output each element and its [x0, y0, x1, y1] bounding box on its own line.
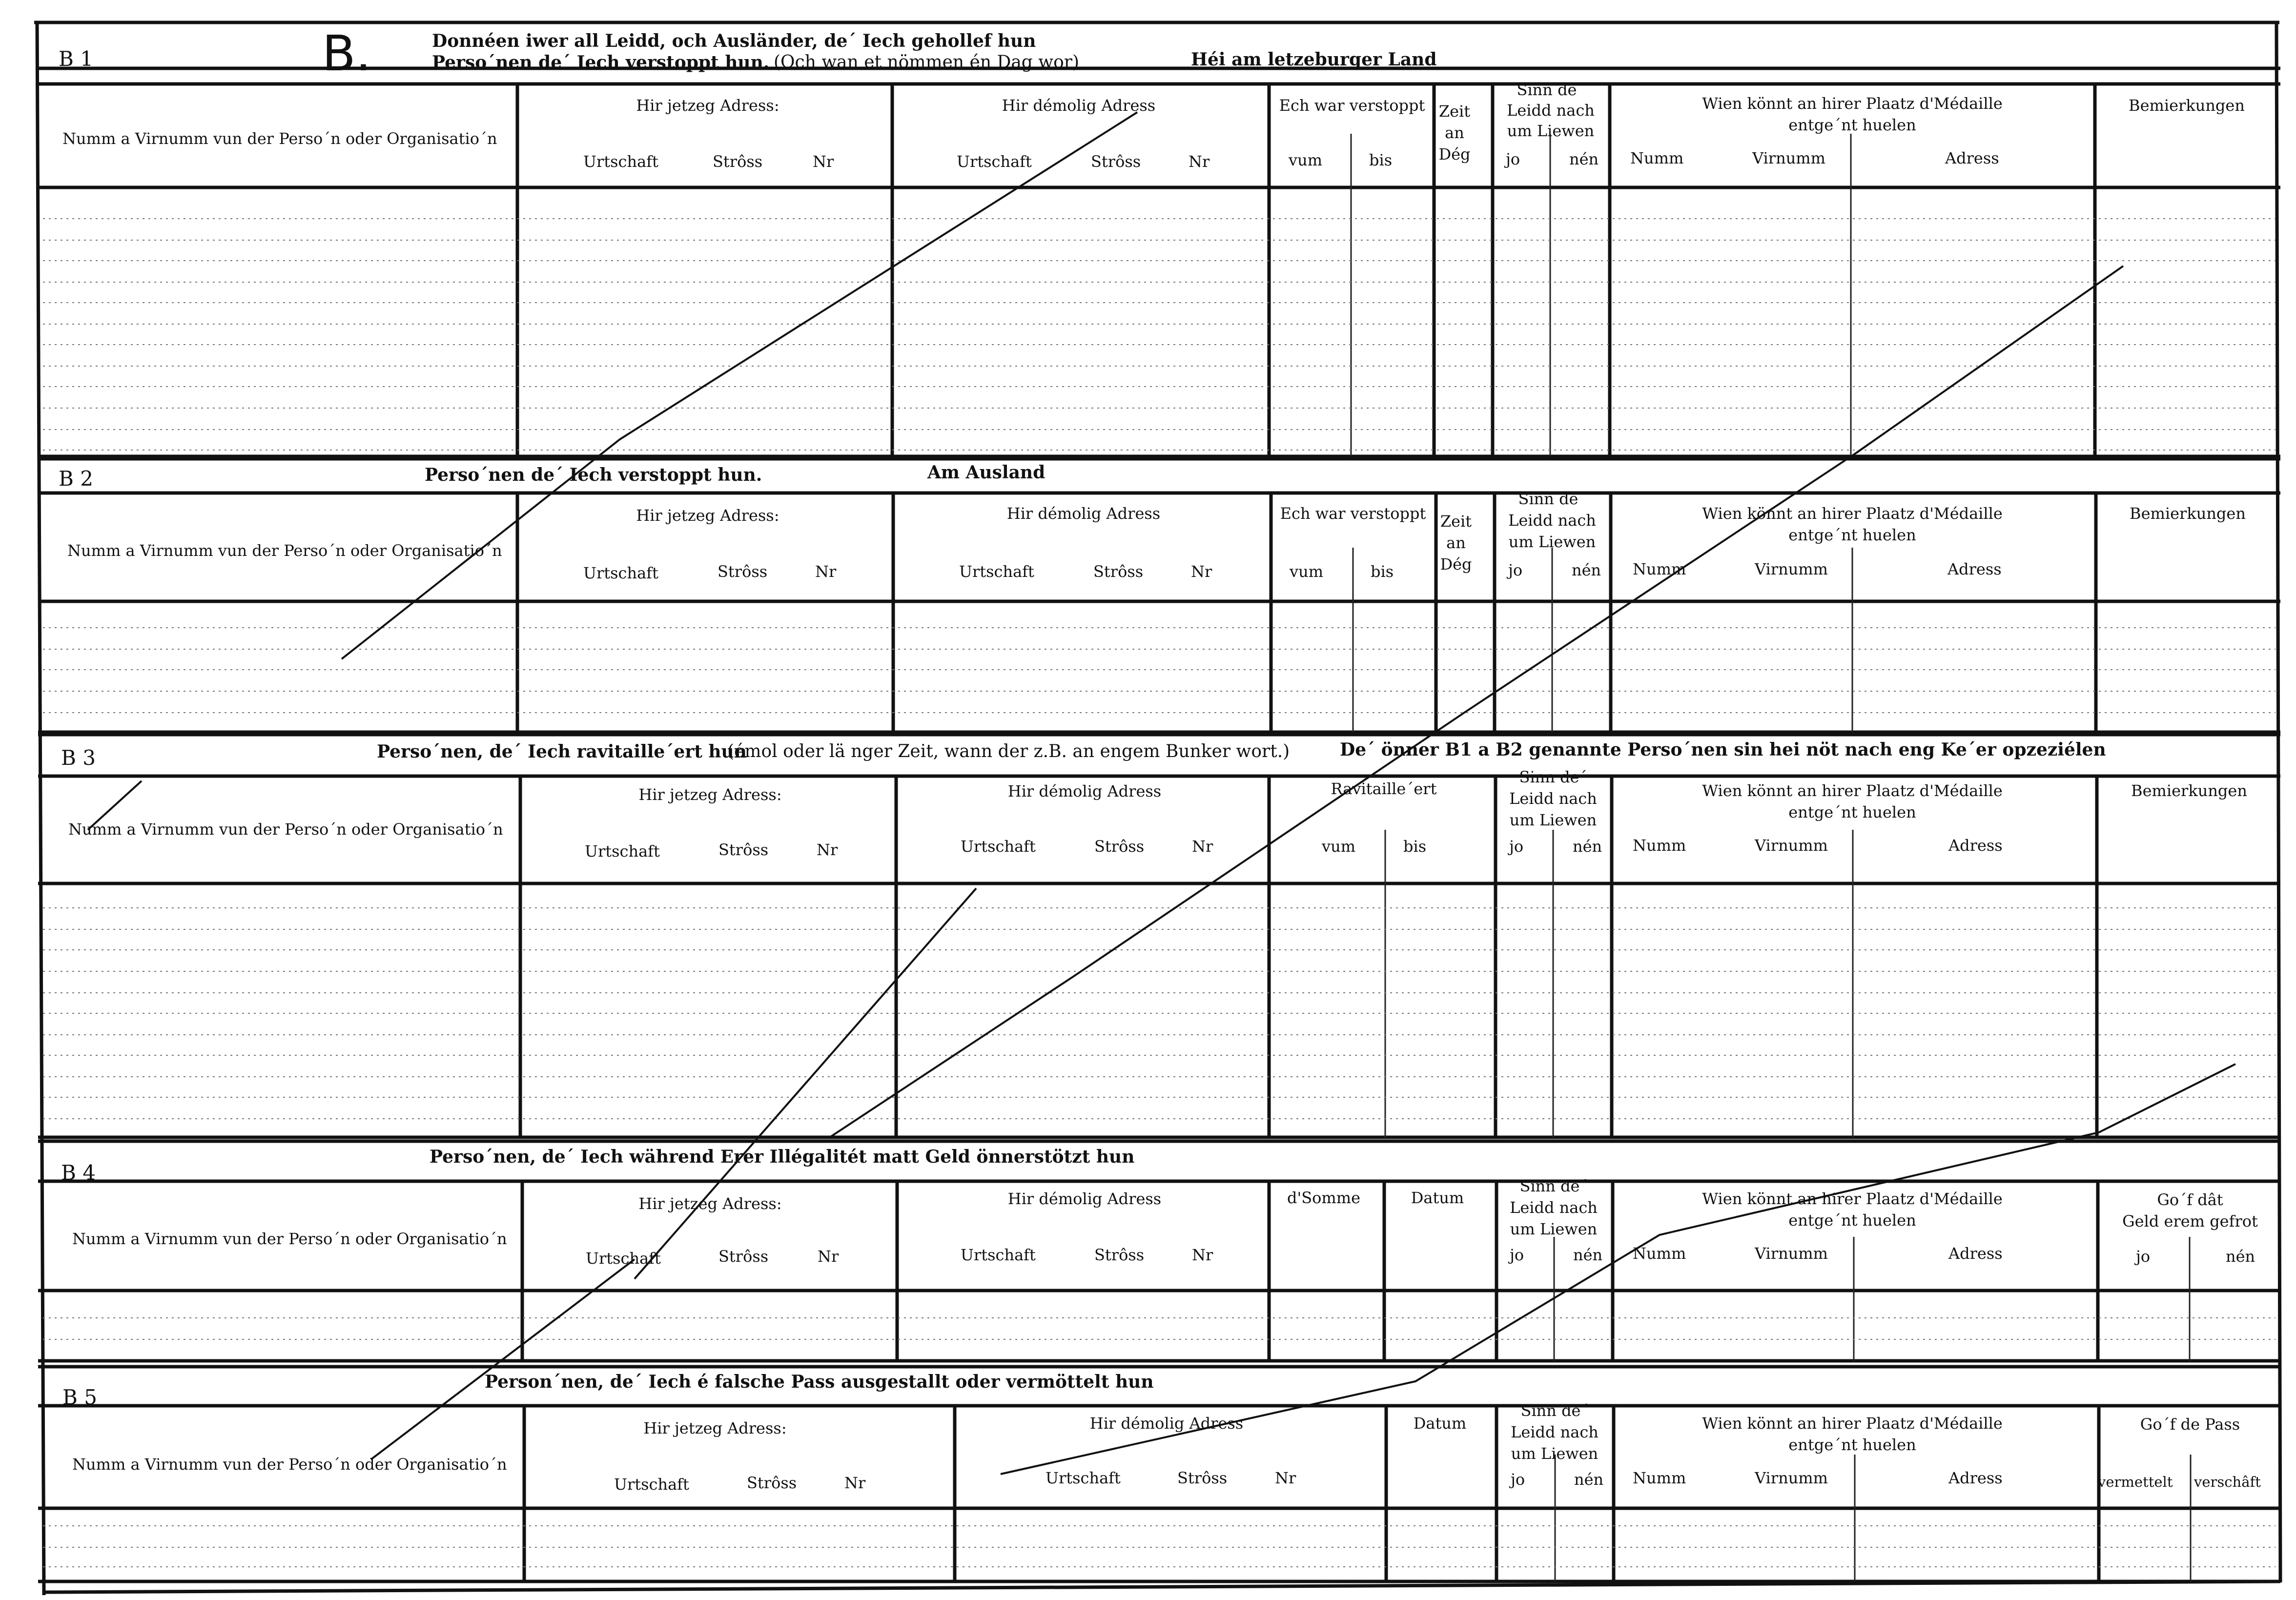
b4-jo: jo — [1510, 1246, 1524, 1264]
b1-title-line1: Donnéen iwer all Leidd, och Ausländer, de´ Iech gehollef hun — [432, 31, 1036, 51]
b3-former-address-header: Hir démolig Adress — [1007, 782, 1162, 800]
b3-name-header: Numm a Virnumm vun der Perso´n oder Organisatio´n — [68, 820, 503, 839]
b2-alive-3: um Liewen — [1508, 533, 1596, 551]
b4-adress: Adress — [1948, 1244, 2003, 1263]
b1-jo: jo — [1506, 150, 1520, 168]
b1-former-urtschaft: Urtschaft — [957, 152, 1032, 171]
b4-former-address-header: Hir démolig Adress — [1007, 1190, 1162, 1208]
b2-hidden-header: Ech war verstoppt — [1280, 504, 1426, 523]
b2-title-right: Am Ausland — [927, 462, 1046, 483]
b4-alive-2: Leidd nach — [1510, 1198, 1598, 1217]
b2-vum: vum — [1290, 562, 1324, 581]
b1-alive-3: um Liewen — [1507, 122, 1595, 140]
b1-title-line2: Perso´nen de´ Iech verstoppt hun. — [432, 52, 770, 73]
b2-alive-1: Sinn de´ — [1518, 490, 1586, 508]
b4-money-1: Go´f dât — [2157, 1190, 2223, 1209]
b1-alive-1: Sinn de´ — [1517, 81, 1585, 99]
b2-former-nr: Nr — [1191, 562, 1212, 581]
b1-remarks: Bemierkungen — [2129, 96, 2245, 115]
b4-alive-1: Sinn de´ — [1519, 1177, 1588, 1195]
b5-adress: Adress — [1948, 1469, 2003, 1487]
b1-nen: nén — [1569, 150, 1599, 168]
b3-bis: bis — [1403, 837, 1427, 856]
b4-name-header: Numm a Virnumm vun der Perso´n oder Organisatio´n — [72, 1230, 507, 1248]
b2-alive-2: Leidd nach — [1508, 511, 1596, 530]
b2-time-zeit: Zeit — [1440, 512, 1472, 531]
b4-nen: nén — [1573, 1246, 1603, 1264]
b3-title: Perso´nen, de´ Iech ravitaille´ert hun — [377, 741, 747, 762]
b3-alive-2: Leidd nach — [1509, 789, 1597, 808]
b3-adress: Adress — [1948, 836, 2003, 855]
b4-date-header: Datum — [1411, 1189, 1464, 1207]
b1-current-address-header: Hir jetzeg Adress: — [636, 96, 779, 115]
b5-name-header: Numm a Virnumm vun der Perso´n oder Organisatio´n — [72, 1455, 507, 1474]
b4-alive-3: um Liewen — [1510, 1220, 1598, 1238]
b5-jo: jo — [1511, 1470, 1525, 1489]
section-code-b5: B 5 — [62, 1385, 97, 1409]
b1-nr: Nr — [813, 152, 834, 171]
b2-former-address-header: Hir démolig Adress — [1006, 504, 1161, 523]
b5-nen: nén — [1574, 1470, 1604, 1489]
b4-current-address-header: Hir jetzeg Adress: — [638, 1194, 782, 1213]
b2-title: Perso´nen de´ Iech verstoppt hun. — [425, 465, 762, 485]
b1-hidden-header: Ech war verstoppt — [1279, 96, 1425, 115]
b1-time-deg: Dég — [1438, 145, 1471, 164]
b1-numm: Numm — [1630, 149, 1684, 167]
b3-former-urtschaft: Urtschaft — [961, 837, 1036, 856]
b1-bis: bis — [1369, 151, 1393, 169]
b1-former-address-header: Hir démolig Adress — [1002, 96, 1156, 115]
b2-remarks: Bemierkungen — [2130, 504, 2246, 523]
b5-former-urtschaft: Urtschaft — [1046, 1469, 1121, 1487]
b5-urtschaft: Urtschaft — [614, 1475, 689, 1494]
b3-nr: Nr — [817, 841, 838, 859]
b2-nen: nén — [1572, 561, 1601, 579]
b5-title: Person´nen, de´ Iech é falsche Pass ausgestallt oder vermöttelt hun — [485, 1372, 1154, 1392]
b1-medal-1: Wien könnt an hirer Plaatz d'Médaille — [1702, 94, 2003, 113]
b5-vermettelt: vermettelt — [2098, 1474, 2173, 1490]
b2-former-stross: Strôss — [1093, 562, 1144, 581]
b2-medal-1: Wien könnt an hirer Plaatz d'Médaille — [1702, 504, 2003, 523]
b5-numm: Numm — [1633, 1469, 1686, 1487]
b5-date-header: Datum — [1413, 1414, 1467, 1433]
b1-time-an: an — [1445, 123, 1464, 142]
b1-adress: Adress — [1945, 149, 1999, 167]
b5-virnumm: Virnumm — [1755, 1469, 1828, 1487]
b3-title-right: De´ önner B1 a B2 genannte Perso´nen sin hei nöt nach eng Ke´er opzeziélen — [1340, 739, 2106, 760]
b2-former-urtschaft: Urtschaft — [959, 562, 1034, 581]
b5-medal-2: entge´nt huelen — [1788, 1436, 1916, 1454]
b2-current-address-header: Hir jetzeg Adress: — [636, 506, 779, 525]
b3-vum: vum — [1322, 837, 1356, 856]
b3-medal-1: Wien könnt an hirer Plaatz d'Médaille — [1702, 781, 2003, 800]
b2-urtschaft: Urtschaft — [583, 564, 658, 582]
b3-jo: jo — [1509, 837, 1524, 856]
b1-time-zeit: Zeit — [1438, 102, 1471, 121]
b3-urtschaft: Urtschaft — [585, 842, 660, 861]
b2-numm: Numm — [1633, 560, 1686, 578]
b4-money-nen: nén — [2226, 1247, 2255, 1266]
b5-former-stross: Strôss — [1177, 1469, 1228, 1487]
b4-former-urtschaft: Urtschaft — [961, 1246, 1036, 1264]
b3-remarks: Bemierkungen — [2131, 781, 2247, 800]
b5-verschaft: verschâft — [2194, 1474, 2261, 1490]
b2-name-header: Numm a Virnumm vun der Perso´n oder Organisatio´n — [67, 541, 502, 560]
b5-alive-1: Sinn de´ — [1520, 1401, 1589, 1420]
b4-nr: Nr — [818, 1247, 839, 1266]
b1-stross: Strôss — [713, 152, 763, 171]
b4-stross: Strôss — [718, 1247, 769, 1266]
b5-alive-2: Leidd nach — [1511, 1423, 1599, 1441]
section-code-b2: B 2 — [59, 467, 93, 491]
b4-money-2: Geld erem gefrot — [2122, 1212, 2258, 1231]
b4-money-jo: jo — [2136, 1247, 2151, 1266]
b4-sum-header: d'Somme — [1287, 1189, 1361, 1207]
b5-pass-header: Go´f de Pass — [2140, 1415, 2240, 1434]
b4-title: Perso´nen, de´ Iech während Erer Illégalitét matt Geld önnerstötzt hun — [430, 1147, 1135, 1167]
b2-time-deg: Dég — [1440, 555, 1472, 574]
b1-vum: vum — [1289, 151, 1323, 169]
b1-former-nr: Nr — [1189, 152, 1210, 171]
b5-nr: Nr — [844, 1474, 866, 1492]
b5-former-address-header: Hir démolig Adress — [1089, 1414, 1244, 1433]
b3-alive-3: um Liewen — [1509, 811, 1597, 829]
b1-urtschaft: Urtschaft — [583, 152, 658, 171]
b2-jo: jo — [1508, 561, 1523, 579]
b1-virnumm: Virnumm — [1752, 149, 1825, 167]
b3-supplied-header: Ravitaille´ert — [1331, 779, 1437, 798]
b4-former-stross: Strôss — [1094, 1246, 1145, 1264]
b1-title-right: Héi am letzeburger Land — [1191, 49, 1437, 70]
b1-medal-2: entge´nt huelen — [1788, 116, 1916, 134]
b4-medal-1: Wien könnt an hirer Plaatz d'Médaille — [1702, 1190, 2003, 1208]
b2-bis: bis — [1371, 562, 1394, 581]
b5-current-address-header: Hir jetzeg Adress: — [643, 1419, 787, 1437]
section-code-b4: B 4 — [61, 1161, 96, 1185]
b2-virnumm: Virnumm — [1755, 560, 1828, 578]
b5-medal-1: Wien könnt an hirer Plaatz d'Médaille — [1702, 1414, 2003, 1433]
b3-alive-1: Sinn de´ — [1519, 768, 1587, 786]
section-code-b3: B 3 — [61, 746, 96, 770]
b4-urtschaft: Urtschaft — [586, 1249, 661, 1268]
b4-numm: Numm — [1633, 1244, 1686, 1263]
form-letter: B. — [322, 25, 371, 82]
b3-former-stross: Strôss — [1094, 837, 1145, 856]
b4-medal-2: entge´nt huelen — [1788, 1211, 1916, 1230]
b2-stross: Strôss — [718, 562, 768, 581]
b3-current-address-header: Hir jetzeg Adress: — [638, 785, 782, 804]
b5-alive-3: um Liewen — [1511, 1444, 1599, 1463]
b2-adress: Adress — [1948, 560, 2002, 578]
b1-alive-2: Leidd nach — [1507, 101, 1595, 120]
b1-name-header: Numm a Virnumm vun der Perso´n oder Organisatio´n — [62, 129, 497, 148]
b5-former-nr: Nr — [1275, 1469, 1296, 1487]
b2-nr: Nr — [815, 562, 837, 581]
b3-numm: Numm — [1633, 836, 1686, 855]
b3-former-nr: Nr — [1192, 837, 1213, 856]
b1-title-note: (Och wan et nömmen én Dag wor) — [774, 52, 1080, 72]
b3-title-note: (émol oder lä nger Zeit, wann der z.B. an engem Bunker wort.) — [727, 741, 1290, 761]
b3-virnumm: Virnumm — [1755, 836, 1828, 855]
section-code-b1: B 1 — [59, 47, 93, 71]
b1-former-stross: Strôss — [1091, 152, 1141, 171]
b5-stross: Strôss — [747, 1474, 797, 1492]
b4-former-nr: Nr — [1192, 1246, 1213, 1264]
b2-medal-2: entge´nt huelen — [1788, 526, 1916, 544]
b2-time-an: an — [1446, 533, 1466, 552]
b3-nen: nén — [1573, 837, 1602, 856]
b3-stross: Strôss — [718, 841, 769, 859]
b3-medal-2: entge´nt huelen — [1788, 803, 1916, 821]
b4-virnumm: Virnumm — [1755, 1244, 1828, 1263]
